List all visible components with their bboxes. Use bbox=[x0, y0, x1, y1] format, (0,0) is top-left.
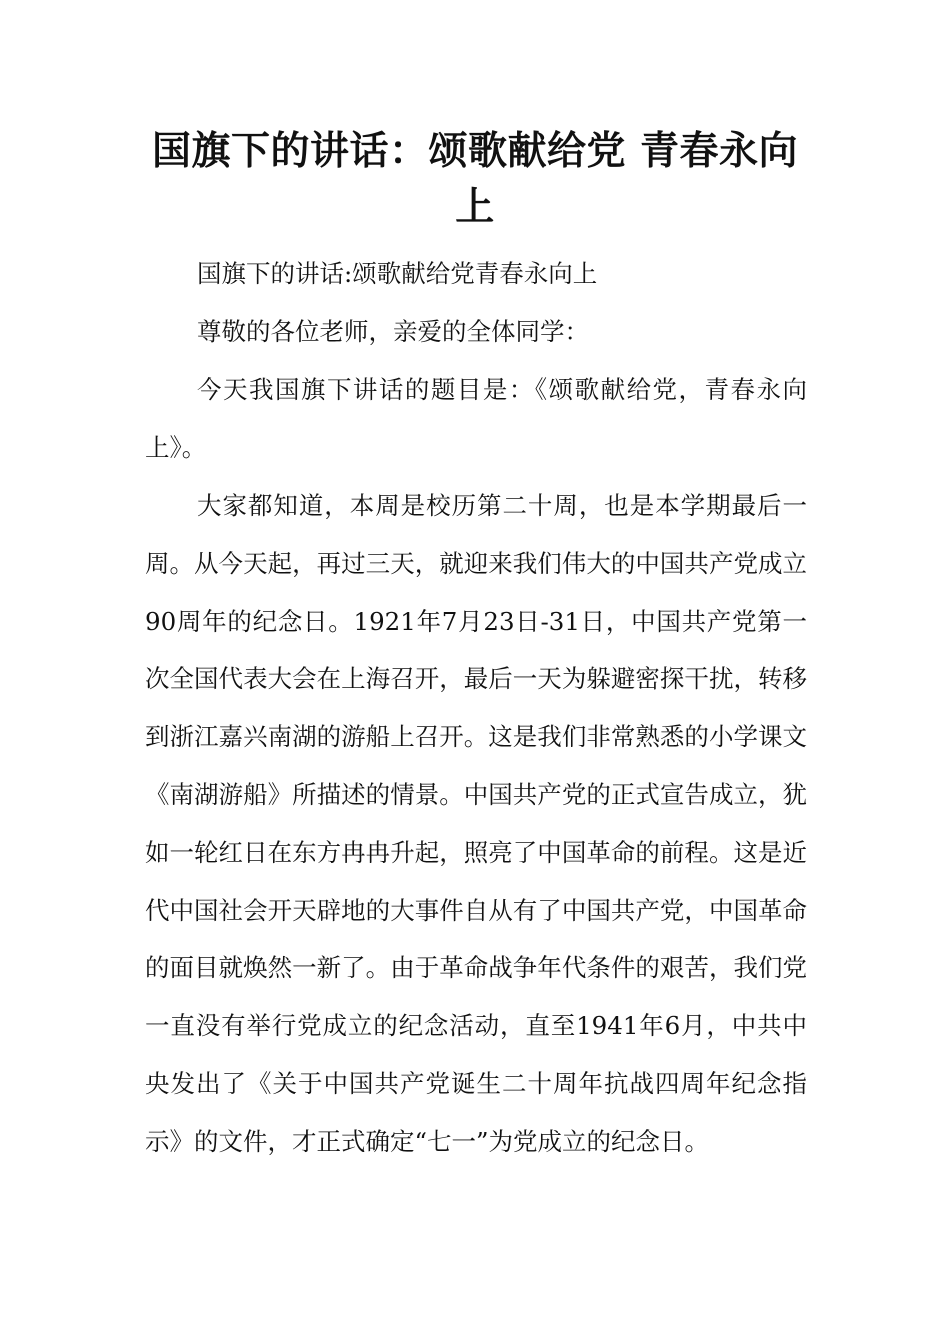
paragraph-main: 大家都知道，本周是校历第二十周，也是本学期最后一周。从今天起，再过三天，就迎来我们伟大的中国共产党成立90周年的纪念日。1921年7月23日-31日，中国共产党第一次全国代表大会在上海召开，最后一天为躲避密探干扰，转移到浙江嘉兴南湖的游船上召开。这是我们非常熟悉的小学课文《南湖游船》所描述的情景。中国共产党的正式宣告成立，犹如一轮红日在东方冉冉升起，照亮了中国革命的前程。这是近代中国社会开天辟地的大事件自从有了中国共产党，中国革命的面目就焕然一新了。由于革命战争年代条件的艰苦，我们党一直没有举行党成立的纪念活动，直至1941年6月，中共中央发出了《关于中国共产党诞生二十周年抗战四周年纪念指示》的文件，才正式确定“七一”为党成立的纪念日。 bbox=[145, 491, 807, 1156]
paragraph-greeting: 尊敬的各位老师，亲爱的全体同学： bbox=[197, 317, 589, 346]
paragraph-subtitle: 国旗下的讲话:颂歌献给党青春永向上 bbox=[197, 259, 598, 288]
document-title-line2: 上 bbox=[455, 185, 495, 230]
document-title-line1: 国旗下的讲话：颂歌献给党 青春永向 bbox=[151, 129, 799, 174]
paragraph-topic: 今天我国旗下讲话的题目是：《颂歌献给党，青春永向上》。 bbox=[145, 375, 807, 462]
